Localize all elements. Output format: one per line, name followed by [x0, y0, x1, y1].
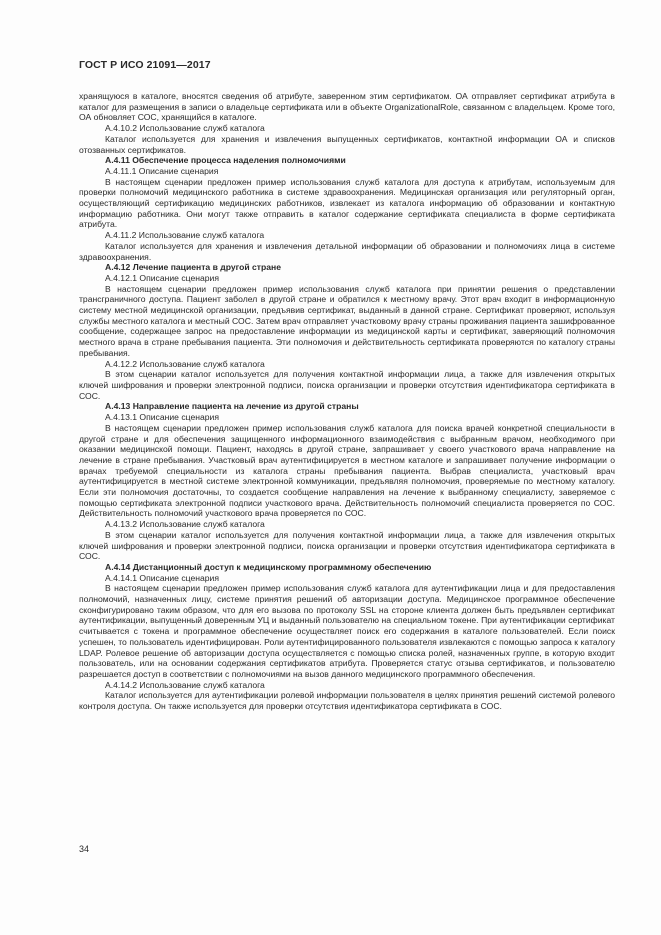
subsection-heading: А.4.14.2 Использование служб каталога: [105, 679, 265, 690]
standard-header: ГОСТ Р ИСО 21091—2017: [79, 59, 211, 71]
subsection-heading: А.4.12.2 Использование служб каталога: [105, 358, 265, 369]
paragraph: В этом сценарии каталог используется для получения контактной информации лица, а также для извлечения открытых ключей шифрования и проверки электронной подписи, поиска организации и проверки отсутствия идентификатора сертификата в СОС.: [79, 529, 615, 562]
subsection-heading: А.4.11.1 Описание сценария: [105, 165, 219, 176]
paragraph: В настоящем сценарии предложен пример использования служб каталога для поиска врачей конкретной специальности в другой стране и для обеспечения защищенного информационного взаимодействия с выбранным врачом, необходимого при оказании медицинской помощи. Пациент, находясь в другой стране, запрашивает у своего участкового врача направление на лечение в стране пребывания. Участковый врач аутентифицируется в местном каталоге и запрашивает получение информации о врачах требуемой специальности из каталога страны пребывания пациента. Выбрав специалиста, участковый врач аутентифицируется в местной системе электронной коммуникации, предъявляя полномочия, проверяемые по местному каталогу. Если эти полномочия достаточны, то создается сообщение направления на лечение к выбранному специалисту, заверяемое с помощью сертификата электронной подписи участкового врача. Действительность полномочий специалиста проверяется по СОС. Действительность полномочий участкового врача проверяется по СОС.: [79, 422, 615, 519]
section-heading: А.4.14 Дистанционный доступ к медицинскому программному обеспечению: [105, 561, 432, 572]
subsection-heading: А.4.14.1 Описание сценария: [105, 572, 219, 583]
paragraph: хранящуюся в каталоге, вносятся сведения об атрибуте, заверенном этим сертификатом. ОА отправляет сертификат атрибута в каталог для размещения в записи о владельце сертификата или в объекте OrganizationalRole, связанном с владельцем. Кроме того, ОА обновляет СОС, хранящийся в каталоге.: [79, 91, 615, 123]
subsection-heading: А.4.13.1 Описание сценария: [105, 412, 219, 423]
section-heading: А.4.13 Направление пациента на лечение из другой страны: [105, 401, 359, 412]
paragraph: Каталог используется для аутентификации ролевой информации пользователя в целях принятия решений системой ролевого контроля доступа. Он также используется для проверки отсутствия идентификатора сертификата в СОС.: [79, 690, 615, 712]
paragraph: Каталог используется для хранения и извлечения детальной информации об образовании и полномочиях лица в системе здравоохранения.: [79, 240, 615, 262]
paragraph: В этом сценарии каталог используется для получения контактной информации лица, а также для извлечения открытых ключей шифрования и проверки электронной подписи, поиска организации и проверки отсутствия идентификатора сертификата в СОС.: [79, 369, 615, 401]
paragraph: Каталог используется для хранения и извлечения выпущенных сертификатов, контактной информации ОА и списков отозванных сертификатов.: [79, 133, 615, 155]
paragraph: В настоящем сценарии предложен пример использования служб каталога для аутентификации лица и для предоставления полномочий, назначенных лицу, системе принятия решений об авторизации доступа. Медицинское программное обеспечение сконфигурировано таким образом, что для его вызова по протоколу SSL на стороне клиента должен быть предъявлен сертификат аутентификации, выпущенный доверенным УЦ и выданный пользователю на специальном токене. При аутентификации сертификат считывается с токена и программное обеспечение осуществляет поиск его содержания в каталоге пользователей. Если поиск успешен, то пользователь идентифицирован. Роли аутентифицированного пользователя извлекаются с помощью запроса к каталогу LDAP. Ролевое решение об авторизации доступа осуществляется с помощью списка ролей, назначенных группе, в которую входит пользователь, или на основании содержания сертификатов атрибута. Проверяется статус отзыва сертификатов, и пользователю разрешается доступ в соответствии с полномочиями на вызов данного медицинского программного обеспечения.: [79, 583, 615, 679]
subsection-heading: А.4.11.2 Использование служб каталога: [105, 230, 265, 241]
body-text: [79, 91, 615, 712]
paragraph: В настоящем сценарии предложен пример использования служб каталога для доступа к атрибутам, используемым для проверки полномочий медицинского работника в системе здравоохранения. Медицинская организация или регуляторный орган, осуществляющий сертификацию медицинских работников, извлекает из каталога информацию об образовании и контактную информацию работника. Они могут также отправить в каталог содержание сертификата специалиста в форме сертификата атрибута.: [79, 176, 615, 230]
page-number: 34: [79, 844, 90, 854]
paragraph: В настоящем сценарии предложен пример использования служб каталога при принятии решения о представлении трансграничного доступа. Пациент заболел в другой стране и обратился к местному врачу. Этот врач входит в информационную систему местной медицинской организации, предъявив сертификат, выданный в данной стране. Сертификат проверяют, используя службы местного каталога и местный СОС. Затем врач отправляет участковому врачу страны проживания пациента зашифрованное сообщение, содержащее запрос на предоставление информации из медицинской карты и сертификат, заверяющий полномочия местного врача в стране пребывания пациента. Эти полномочия и действительность сертификата проверяются по каталогу страны пребывания.: [79, 283, 615, 358]
section-heading: А.4.12 Лечение пациента в другой стране: [105, 262, 282, 273]
subsection-heading: А.4.13.2 Использование служб каталога: [105, 519, 265, 530]
subsection-heading: А.4.10.2 Использование служб каталога: [105, 123, 265, 134]
section-heading: А.4.11 Обеспечение процесса наделения полномочиями: [105, 155, 346, 166]
subsection-heading: А.4.12.1 Описание сценария: [105, 272, 219, 283]
